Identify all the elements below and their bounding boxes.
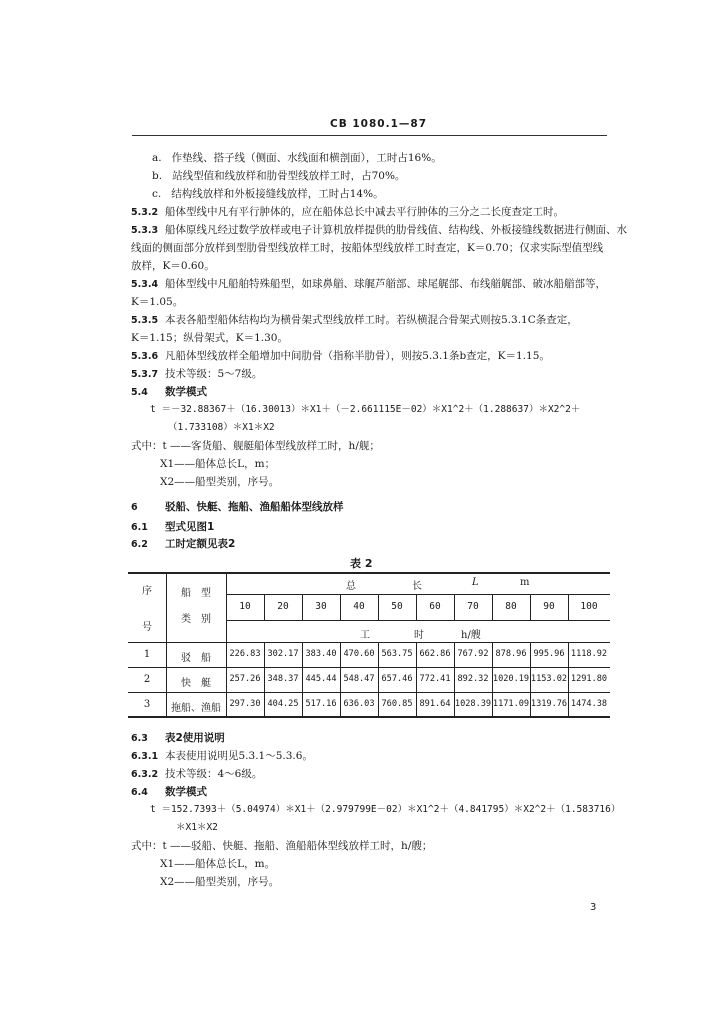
row-seq: 3 bbox=[143, 699, 151, 710]
section-number: 5.4 bbox=[131, 387, 148, 398]
header-hours-3: h/艘 bbox=[461, 630, 481, 641]
table-cell: 302.17 bbox=[267, 649, 299, 659]
clause-5-3-7 bbox=[131, 367, 262, 382]
clause-number: 5.3.4 bbox=[131, 279, 159, 290]
list-item-c bbox=[152, 187, 384, 201]
table-cell: 517.16 bbox=[305, 699, 337, 709]
header-seq-a: 序 bbox=[142, 586, 152, 597]
table-cell: 1474.38 bbox=[570, 699, 608, 709]
header-rule bbox=[132, 135, 607, 136]
header-length-4: m bbox=[520, 577, 530, 588]
list-text: 作垫线、搭子线（侧面、水线面和横剖面），工时占16%。 bbox=[171, 152, 442, 164]
clause-5-3-5 bbox=[131, 313, 578, 328]
section-6-2 bbox=[131, 537, 235, 552]
formula-2-line2: ＊X1＊X2 bbox=[176, 822, 218, 833]
table-cell: 662.86 bbox=[419, 649, 451, 659]
clause-text: 船体型线中凡有平行肿体的，应在船体总长中减去平行肿体的三分之二长度查定工时。 bbox=[165, 206, 564, 218]
clause-text: 本表各船型船体结构均为横骨架式型线放样工时。若纵横混合骨架式则按5.3.1C条查定， bbox=[165, 314, 578, 326]
table-cell: 772.41 bbox=[419, 674, 451, 684]
clause-number: 6.3.2 bbox=[131, 769, 159, 780]
clause-5-3-4-line2: K＝1.05。 bbox=[131, 296, 184, 308]
formula-2-line1: t ＝152.7393＋（5.04974）＊X1＋（2.979799E－02）＊X1^2＋（4.841795）＊X2^2＋（1.583716） bbox=[150, 804, 621, 815]
table-cell: 995.96 bbox=[533, 649, 565, 659]
section-6-heading bbox=[131, 500, 344, 515]
table-cell: 257.26 bbox=[229, 674, 261, 684]
table-cell: 1028.39 bbox=[454, 699, 492, 709]
length-header-cell: 10 bbox=[239, 601, 251, 612]
clause-6-3-1 bbox=[131, 749, 313, 764]
row-seq: 2 bbox=[143, 674, 151, 685]
length-header-cell: 30 bbox=[315, 601, 327, 612]
table-rule bbox=[128, 572, 610, 574]
length-header-cell: 100 bbox=[580, 601, 598, 612]
header-length-2: 长 bbox=[412, 581, 422, 592]
table-cell: 383.40 bbox=[305, 649, 337, 659]
clause-number: 5.3.6 bbox=[131, 351, 159, 362]
table-cell: 297.30 bbox=[229, 699, 261, 709]
clause-5-3-4 bbox=[131, 277, 606, 292]
clause-5-3-3 bbox=[131, 223, 627, 238]
table-cell: 404.25 bbox=[267, 699, 299, 709]
length-header-cell: 40 bbox=[353, 601, 365, 612]
header-type-b: 类 别 bbox=[181, 614, 211, 625]
section-number: 6.3 bbox=[131, 733, 148, 744]
clause-number: 5.3.5 bbox=[131, 315, 159, 326]
table-cell: 1171.09 bbox=[492, 699, 530, 709]
clause-5-3-3-line2: 线面的侧面部分放样到型肋骨型线放样工时，按船体型线放样工时查定，K＝0.70；仅求实际型值型线 bbox=[131, 242, 604, 254]
list-label: c. bbox=[152, 188, 162, 200]
list-text: 站线型值和线放样和肋骨型线放样工时，占70%。 bbox=[172, 170, 406, 182]
clause-5-3-2 bbox=[131, 205, 564, 220]
where-2-line3: X2——船型类别，序号。 bbox=[160, 876, 280, 888]
length-header-cell: 90 bbox=[543, 601, 555, 612]
formula-1-line1: t ＝－32.88367＋（16.30013）＊X1＋（－2.661115E－02）＊X1^2＋（1.288637）＊X2^2＋ bbox=[150, 404, 581, 415]
where-1-line1: 式中：t ——客货船、舰艇船体型线放样工时，h/舰； bbox=[131, 440, 380, 452]
header-type-a: 船 型 bbox=[181, 588, 211, 599]
section-5-4-heading bbox=[131, 385, 207, 400]
section-title: 工时定额见表2 bbox=[165, 538, 236, 550]
standard-code: CB 1080.1—87 bbox=[330, 118, 427, 130]
clause-text: 船体原线凡经过数学放样或电子计算机放样提供的肋骨线值、结构线、外板接缝线数据进行侧面、水 bbox=[165, 224, 627, 236]
table-cell: 1020.19 bbox=[492, 674, 530, 684]
clause-5-3-5-line2: K＝1.15；纵骨架式，K＝1.30。 bbox=[131, 332, 288, 344]
table-rule bbox=[128, 692, 610, 693]
table-cell: 636.03 bbox=[343, 699, 375, 709]
where-1-line2: X1——船体总长L，m； bbox=[160, 458, 276, 470]
list-item-a bbox=[152, 151, 442, 165]
where-1-line3: X2——船型类别，序号。 bbox=[160, 476, 280, 488]
clause-text: 船体型线中凡船舶特殊船型，如球鼻艏、球艉芦艏部、球尾艉部、布线艏艉部、破冰船艏部等， bbox=[165, 278, 606, 290]
section-number: 6.4 bbox=[131, 787, 148, 798]
table-cell: 1118.92 bbox=[570, 649, 608, 659]
clause-number: 6.3.1 bbox=[131, 751, 159, 762]
header-length-3: L bbox=[472, 577, 479, 588]
section-6-3 bbox=[131, 731, 225, 746]
table-cell: 563.75 bbox=[381, 649, 413, 659]
where-2-line1: 式中：t ——驳船、快艇、拖船、渔船船体型线放样工时，h/艘； bbox=[131, 840, 433, 852]
table-cell: 226.83 bbox=[229, 649, 261, 659]
page-number: 3 bbox=[590, 902, 597, 913]
table-cell: 767.92 bbox=[457, 649, 489, 659]
table-cell: 470.60 bbox=[343, 649, 375, 659]
table-cell: 548.47 bbox=[343, 674, 375, 684]
table-cell: 445.44 bbox=[305, 674, 337, 684]
header-seq-b: 号 bbox=[142, 622, 152, 633]
section-number: 6 bbox=[131, 502, 138, 513]
clause-text: 技术等级：5～7级。 bbox=[165, 368, 263, 380]
list-label: a. bbox=[152, 152, 162, 164]
table-rule bbox=[128, 667, 610, 668]
section-6-1 bbox=[131, 520, 214, 535]
table-cell: 348.37 bbox=[267, 674, 299, 684]
clause-6-3-2 bbox=[131, 767, 262, 782]
table-cell: 760.85 bbox=[381, 699, 413, 709]
row-type: 拖船、渔船 bbox=[171, 703, 221, 714]
table-rule bbox=[226, 572, 227, 718]
section-title: 数学模式 bbox=[165, 386, 207, 398]
clause-number: 5.3.2 bbox=[131, 207, 159, 218]
table-cell: 1153.02 bbox=[530, 674, 568, 684]
section-title: 数学模式 bbox=[165, 786, 207, 798]
table-caption: 表 2 bbox=[350, 557, 373, 570]
clause-text: 本表使用说明见5.3.1～5.3.6。 bbox=[165, 750, 313, 762]
work-hours-table bbox=[128, 572, 610, 718]
section-title: 表2使用说明 bbox=[165, 732, 225, 744]
section-6-4-heading bbox=[131, 785, 207, 800]
clause-5-3-3-line3: 放样，K＝0.60。 bbox=[131, 260, 215, 272]
table-cell: 892.32 bbox=[457, 674, 489, 684]
table-cell: 878.96 bbox=[495, 649, 527, 659]
table-rule bbox=[128, 716, 610, 718]
section-title: 型式见图1 bbox=[165, 521, 215, 533]
clause-text: 凡船体型线放样全船增加中间肋骨（指称半肋骨），则按5.3.1条b查定，K＝1.15。 bbox=[165, 350, 550, 362]
where-2-line2: X1——船体总长L，m。 bbox=[160, 858, 276, 870]
table-rule bbox=[128, 642, 610, 643]
clause-5-3-6 bbox=[131, 349, 550, 364]
row-type: 快 艇 bbox=[181, 678, 211, 689]
row-seq: 1 bbox=[143, 649, 151, 660]
table-cell: 891.64 bbox=[419, 699, 451, 709]
length-header-cell: 70 bbox=[467, 601, 479, 612]
table-cell: 1319.76 bbox=[530, 699, 568, 709]
list-text: 结构线放样和外板接缝线放样，工时占14%。 bbox=[171, 188, 384, 200]
section-title: 驳船、快艇、拖船、渔船船体型线放样 bbox=[165, 501, 344, 513]
table-rule bbox=[226, 594, 610, 595]
table-cell: 657.46 bbox=[381, 674, 413, 684]
length-header-cell: 80 bbox=[505, 601, 517, 612]
list-label: b. bbox=[152, 170, 163, 182]
header-hours-2: 时 bbox=[414, 630, 424, 641]
header-hours-1: 工 bbox=[360, 630, 370, 641]
row-type: 驳 船 bbox=[181, 653, 211, 664]
clause-number: 5.3.3 bbox=[131, 225, 159, 236]
length-header-cell: 50 bbox=[391, 601, 403, 612]
table-cell: 1291.80 bbox=[570, 674, 608, 684]
clause-number: 5.3.7 bbox=[131, 369, 159, 380]
length-header-cell: 20 bbox=[277, 601, 289, 612]
header-length-1: 总 bbox=[346, 581, 356, 592]
clause-text: 技术等级：4～6级。 bbox=[165, 768, 263, 780]
table-rule bbox=[226, 620, 610, 621]
formula-1-line2: （1.733108）＊X1＊X2 bbox=[168, 422, 275, 433]
length-header-cell: 60 bbox=[429, 601, 441, 612]
section-number: 6.2 bbox=[131, 539, 148, 550]
list-item-b bbox=[152, 169, 405, 183]
section-number: 6.1 bbox=[131, 522, 148, 533]
